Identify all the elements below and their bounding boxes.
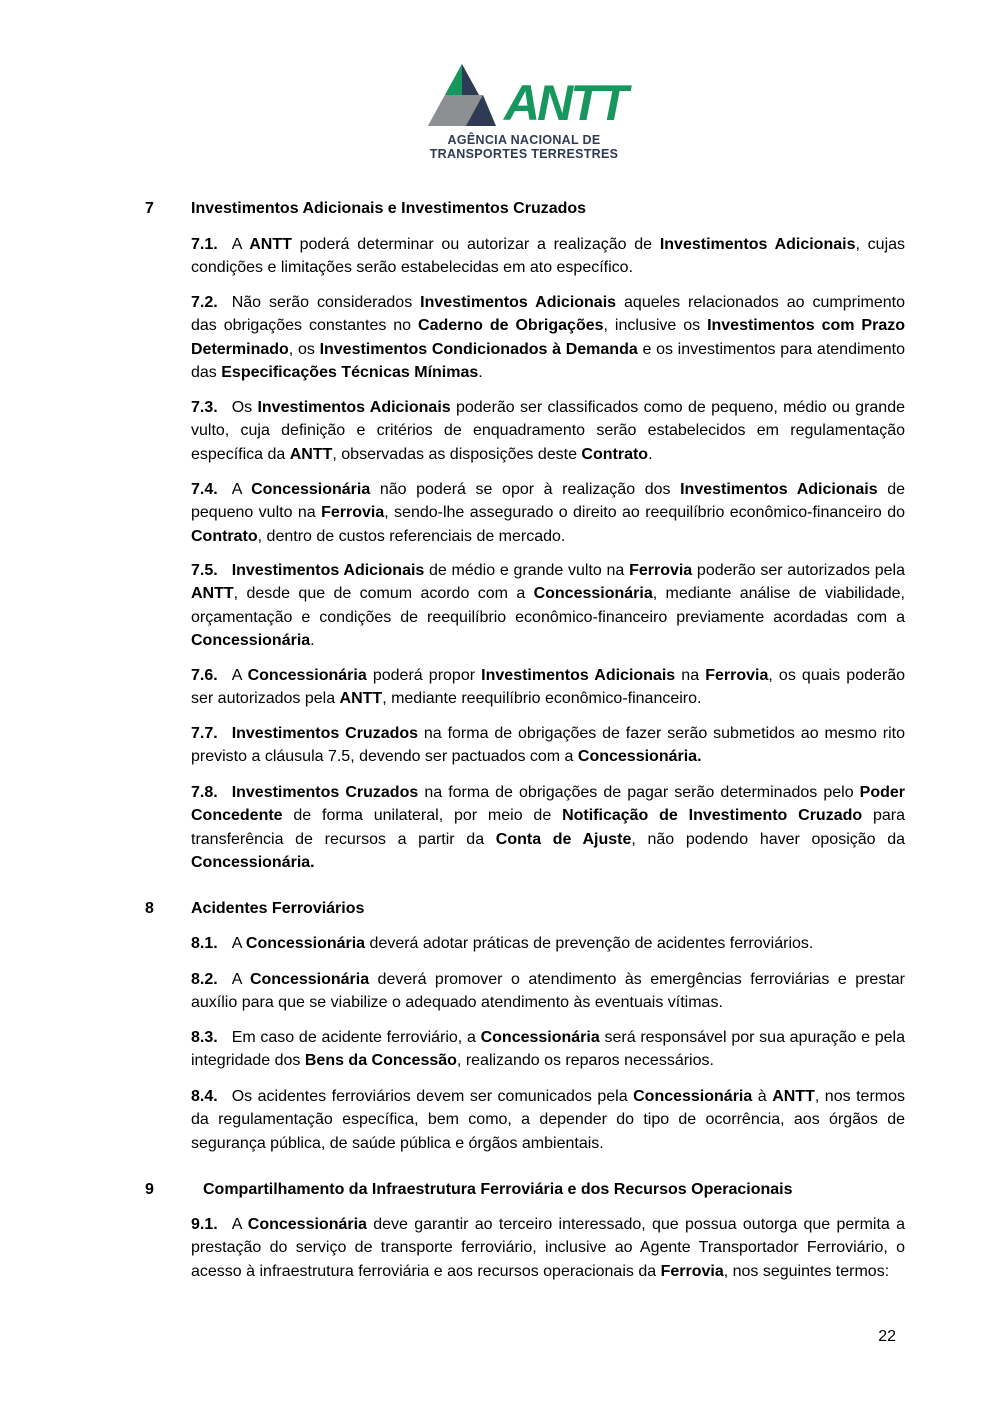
clause-8-1 xyxy=(191,932,905,955)
clause-text: na xyxy=(675,667,706,684)
clause-text: poderão ser classificados como de pequeno, médio ou grande vulto, cuja definição e critérios de enquadramento serão estabelecidos em regulamentação específica da xyxy=(191,399,906,463)
clause-text: , desde que de comum acordo com a xyxy=(233,585,534,603)
defined-term: ANTT xyxy=(339,690,383,708)
clause-text: A xyxy=(231,971,250,988)
defined-term: Concessionária xyxy=(191,631,311,649)
clause-7-3 xyxy=(191,396,905,466)
clause-text: e os investimentos para atendimento das xyxy=(191,340,905,381)
clause-text: Não serão considerados xyxy=(231,294,421,311)
clause-number: 9.1. xyxy=(191,1216,218,1233)
defined-term: Investimentos Condicionados à Demanda xyxy=(319,340,638,358)
clause-text: deve garantir ao terceiro interessado, que possua outorga que permita a prestação do serviço de transporte ferroviário, inclusive ao Agente Transportador Ferroviário, o acesso à infraestrutura ferroviária e aos recursos operacionais da xyxy=(191,1216,906,1280)
defined-term: Concessionária xyxy=(249,971,370,988)
defined-term: Bens da Concessão xyxy=(304,1052,457,1070)
clause-8-2 xyxy=(191,968,905,1015)
clause-text: , não podendo haver oposição da xyxy=(631,830,906,848)
clause-text: de forma unilateral, por meio de xyxy=(282,807,563,825)
defined-term: Especificações Técnicas Mínimas xyxy=(221,363,479,381)
defined-term: Concessionária xyxy=(480,1029,600,1046)
section-number: 7 xyxy=(145,200,154,217)
clause-number: 7.3. xyxy=(191,399,218,416)
defined-term: ANTT xyxy=(249,236,292,253)
clause-text: , inclusive os xyxy=(603,317,708,335)
logo-wordmark: ANTT xyxy=(504,75,626,131)
clause-text: Em caso de acidente ferroviário, a xyxy=(231,1029,481,1046)
clause-text: à xyxy=(752,1088,773,1105)
defined-term: Investimentos Cruzados xyxy=(231,784,419,801)
clause-text: poderá propor xyxy=(366,667,482,684)
defined-term: Ferrovia xyxy=(321,504,385,522)
section-title: Compartilhamento da Infraestrutura Ferroviária e dos Recursos Operacionais xyxy=(203,1181,793,1198)
defined-term: Investimentos Adicionais xyxy=(231,562,425,579)
defined-term: Poder Concedente xyxy=(191,784,905,825)
section-number: 9 xyxy=(145,1181,154,1198)
section-heading-9 xyxy=(145,1178,793,1201)
defined-term: Concessionária xyxy=(633,1088,753,1105)
clause-text: , observadas as disposições deste xyxy=(332,445,582,463)
clause-text: , dentro de custos referenciais de mercado. xyxy=(257,527,566,545)
clause-number: 7.8. xyxy=(191,784,218,801)
defined-term: Caderno de Obrigações xyxy=(418,317,604,335)
clause-text: , os quais poderão ser autorizados pela xyxy=(191,667,906,708)
clause-text: poderá determinar ou autorizar a realização de xyxy=(291,236,660,253)
defined-term: Concessionária. xyxy=(191,853,315,871)
clause-7-4 xyxy=(191,478,905,548)
clause-7-5 xyxy=(191,559,905,652)
clause-9-1 xyxy=(191,1213,905,1283)
clause-text: , mediante análise de viabilidade, orçamentação e condições de reequilíbrio econômico-financeiro previamente acordadas com a xyxy=(191,585,905,626)
clause-text: não poderá se opor à realização dos xyxy=(370,481,681,498)
clause-text: Os acidentes ferroviários devem ser comunicados pela xyxy=(231,1088,634,1105)
clause-text: A xyxy=(231,236,250,253)
defined-term: Ferrovia xyxy=(629,562,693,579)
clause-text: de médio e grande vulto na xyxy=(424,562,630,579)
clause-text: para transferência de recursos a partir da xyxy=(191,807,906,848)
defined-term: Concessionária. xyxy=(577,748,702,766)
section-title: Investimentos Adicionais e Investimentos Cruzados xyxy=(191,200,587,217)
clause-number: 7.5. xyxy=(191,562,218,579)
clause-text: aqueles relacionados ao cumprimento das obrigações constantes no xyxy=(191,294,905,335)
defined-term: Investimentos Adicionais xyxy=(481,667,676,684)
clause-text: , nos seguintes termos: xyxy=(723,1262,890,1280)
clause-text: deverá promover o atendimento às emergências ferroviárias e prestar auxílio para que se viabilize o adequado atendimento às eventuais vítimas. xyxy=(191,971,906,1012)
clause-text: . xyxy=(310,631,315,649)
clause-7-6 xyxy=(191,664,905,711)
clause-text: será responsável por sua apuração e pela integridade dos xyxy=(191,1029,905,1070)
clause-7-7 xyxy=(191,722,905,769)
defined-term: Concessionária xyxy=(245,935,366,952)
section-heading-7 xyxy=(145,197,586,220)
clause-text: de pequeno vulto na xyxy=(191,481,906,522)
clause-7-2 xyxy=(191,291,905,384)
defined-term: Ferrovia xyxy=(705,667,769,684)
defined-term: Concessionária xyxy=(533,585,653,603)
clause-7-8 xyxy=(191,781,905,874)
defined-term: Concessionária xyxy=(247,1216,367,1233)
clause-text: A xyxy=(231,667,248,684)
clause-number: 8.1. xyxy=(191,935,218,952)
clause-7-1 xyxy=(191,233,905,280)
defined-term: Contrato xyxy=(581,445,649,463)
clause-text: A xyxy=(231,1216,248,1233)
clause-number: 7.7. xyxy=(191,725,218,742)
defined-term: Contrato xyxy=(191,527,258,545)
defined-term: Ferrovia xyxy=(660,1262,724,1280)
defined-term: Investimentos com Prazo Determinado xyxy=(191,317,906,358)
clause-text: , nos termos da regulamentação específica, bem como, a depender do tipo de ocorrência, aos órgãos de segurança pública, de saúde pública e órgãos ambientais. xyxy=(191,1088,906,1152)
defined-term: ANTT xyxy=(191,585,234,603)
section-heading-8 xyxy=(145,897,364,920)
defined-term: Concessionária xyxy=(247,667,367,684)
clause-number: 8.3. xyxy=(191,1029,218,1046)
defined-term: ANTT xyxy=(772,1088,815,1105)
defined-term: Concessionária xyxy=(251,481,371,498)
page-number: 22 xyxy=(878,1328,896,1345)
clause-text: , os xyxy=(288,340,320,358)
clause-text: A xyxy=(231,935,246,952)
logo-subtitle-line2: TRANSPORTES TERRESTRES xyxy=(429,147,619,161)
clause-number: 7.6. xyxy=(191,667,218,684)
clause-8-3 xyxy=(191,1026,905,1073)
clause-text: A xyxy=(231,481,252,498)
clause-text: . xyxy=(648,445,653,463)
defined-term: Investimentos Adicionais xyxy=(680,481,878,498)
section-title: Acidentes Ferroviários xyxy=(191,900,365,917)
clause-text: Os xyxy=(231,399,258,416)
clause-8-4 xyxy=(191,1085,905,1155)
defined-term: ANTT xyxy=(289,445,333,463)
clause-text: , cujas condições e limitações serão estabelecidas em ato específico. xyxy=(191,236,906,277)
clause-text: . xyxy=(478,363,483,381)
defined-term: Investimentos Adicionais xyxy=(659,236,856,253)
clause-number: 8.2. xyxy=(191,971,218,988)
clause-number: 7.2. xyxy=(191,294,218,311)
antt-logo xyxy=(0,56,1000,176)
defined-term: Investimentos Cruzados xyxy=(231,725,419,742)
clause-text: deverá adotar práticas de prevenção de acidentes ferroviários. xyxy=(365,935,814,952)
section-number: 8 xyxy=(145,900,154,917)
clause-text: , realizando os reparos necessários. xyxy=(456,1052,714,1070)
clause-number: 7.4. xyxy=(191,481,218,498)
clause-text: , sendo-lhe assegurado o direito ao reequilíbrio econômico-financeiro do xyxy=(384,504,906,522)
defined-term: Conta de Ajuste xyxy=(495,830,632,848)
logo-subtitle-line1: AGÊNCIA NACIONAL DE xyxy=(447,133,601,147)
clause-number: 7.1. xyxy=(191,236,218,253)
clause-text: poderão ser autorizados pela xyxy=(692,562,906,579)
clause-text: na forma de obrigações de pagar serão determinados pelo xyxy=(418,784,860,801)
clause-text: na forma de obrigações de fazer serão submetidos ao mesmo rito previsto a cláusula 7.5, devendo ser pactuados com a xyxy=(191,725,905,766)
defined-term: Notificação de Investimento Cruzado xyxy=(562,807,863,825)
defined-term: Investimentos Adicionais xyxy=(420,294,617,311)
clause-text: , mediante reequilíbrio econômico-financeiro. xyxy=(382,690,702,708)
clause-number: 8.4. xyxy=(191,1088,218,1105)
defined-term: Investimentos Adicionais xyxy=(257,399,451,416)
